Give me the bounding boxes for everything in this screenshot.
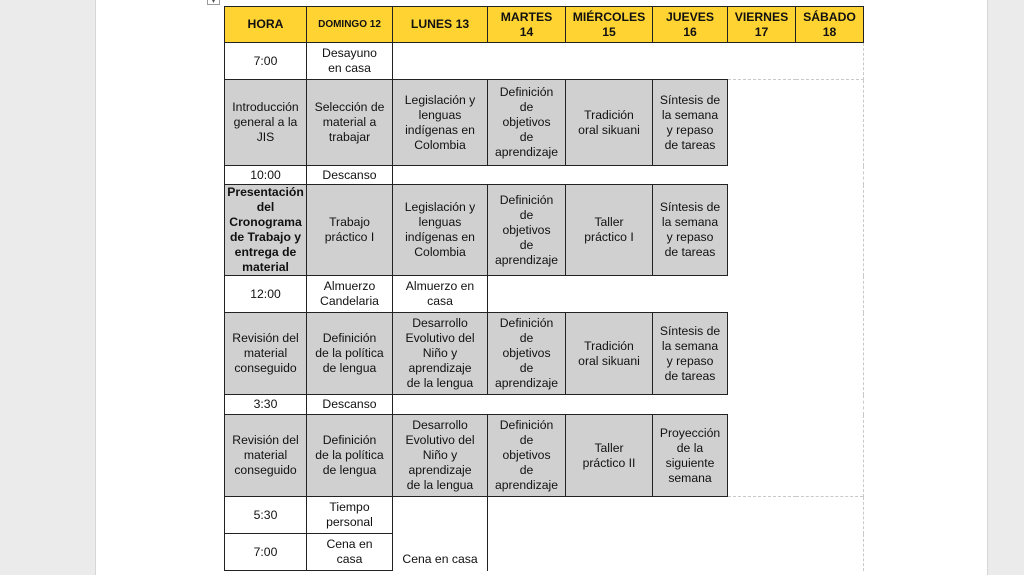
table-row	[225, 43, 864, 80]
cell-domingo: Descanso	[307, 395, 393, 415]
cell-hora: Revisión del material conseguido	[225, 415, 307, 497]
cell-empty	[653, 166, 728, 185]
cell-lunes: Almuerzo en casa	[393, 276, 488, 313]
cell-empty	[728, 497, 796, 534]
cell-miercoles: Taller práctico I	[566, 185, 653, 276]
cell-empty	[653, 276, 728, 313]
table-move-handle-icon[interactable]: ▾	[207, 0, 220, 5]
cell-domingo: Definición de la política de lengua	[307, 415, 393, 497]
cell-domingo: Selección de material a trabajar	[307, 80, 393, 166]
cell-empty	[796, 313, 864, 395]
cell-empty	[728, 415, 796, 497]
cell-hora: 7:00	[225, 43, 307, 80]
cell-empty	[653, 497, 728, 534]
table-row	[225, 80, 864, 166]
cell-empty	[796, 395, 864, 415]
cell-lunes: Cena en casa	[393, 497, 488, 571]
cell-empty	[653, 43, 728, 80]
cell-lunes: Desarrollo Evolutivo del Niño y aprendizaje de la lengua	[393, 313, 488, 395]
cell-empty	[796, 276, 864, 313]
header-jueves: JUEVES 16	[653, 7, 728, 43]
header-domingo: DOMINGO 12	[307, 7, 393, 43]
cell-hora: 5:30	[225, 497, 307, 534]
header-lunes: LUNES 13	[393, 7, 488, 43]
table-row	[225, 415, 864, 497]
cell-empty	[488, 395, 566, 415]
cell-empty	[393, 166, 488, 185]
cell-domingo: Trabajo práctico I	[307, 185, 393, 276]
table-row	[225, 185, 864, 276]
cell-empty	[796, 43, 864, 80]
header-martes: MARTES 14	[488, 7, 566, 43]
table-row	[225, 534, 864, 571]
cell-empty	[393, 43, 488, 80]
cell-empty	[488, 43, 566, 80]
table-row	[225, 276, 864, 313]
table-row	[225, 313, 864, 395]
header-row	[225, 7, 864, 43]
cell-empty	[728, 276, 796, 313]
cell-jueves: Síntesis de la semana y repaso de tareas	[653, 313, 728, 395]
cell-hora: Introducción general a la JIS	[225, 80, 307, 166]
cell-empty	[488, 497, 566, 534]
cell-empty	[728, 166, 796, 185]
cell-domingo: Desayuno en casa	[307, 43, 393, 80]
cell-domingo: Definición de la política de lengua	[307, 313, 393, 395]
cell-jueves: Síntesis de la semana y repaso de tareas	[653, 80, 728, 166]
table-row	[225, 497, 864, 534]
header-sabado: SÁBADO 18	[796, 7, 864, 43]
cell-empty	[566, 497, 653, 534]
cell-jueves: Síntesis de la semana y repaso de tareas	[653, 185, 728, 276]
cell-empty	[393, 395, 488, 415]
cell-hora: 7:00	[225, 534, 307, 571]
cell-empty	[488, 534, 566, 571]
cell-lunes: Legislación y lenguas indígenas en Colombia	[393, 80, 488, 166]
cell-empty	[566, 395, 653, 415]
cell-empty	[488, 166, 566, 185]
cell-empty	[653, 534, 728, 571]
cell-empty	[728, 395, 796, 415]
cell-hora: Revisión del material conseguido	[225, 313, 307, 395]
cell-lunes: Legislación y lenguas indígenas en Colombia	[393, 185, 488, 276]
cell-empty	[796, 185, 864, 276]
cell-martes: Definición de objetivos de aprendizaje	[488, 415, 566, 497]
cell-domingo: Cena en casa	[307, 534, 393, 571]
cell-jueves: Proyección de la siguiente semana	[653, 415, 728, 497]
cell-miercoles: Taller práctico II	[566, 415, 653, 497]
cell-hora: 12:00	[225, 276, 307, 313]
table-row	[225, 395, 864, 415]
cell-lunes: Desarrollo Evolutivo del Niño y aprendizaje de la lengua	[393, 415, 488, 497]
cell-martes: Definición de objetivos de aprendizaje	[488, 313, 566, 395]
cell-empty	[566, 534, 653, 571]
cell-empty	[566, 276, 653, 313]
cell-empty	[653, 395, 728, 415]
cell-empty	[796, 80, 864, 166]
cell-domingo: Descanso	[307, 166, 393, 185]
cell-empty	[728, 80, 796, 166]
cell-empty	[796, 415, 864, 497]
header-miercoles: MIÉRCOLES 15	[566, 7, 653, 43]
cell-empty	[728, 185, 796, 276]
table-row	[225, 166, 864, 185]
cell-empty	[728, 313, 796, 395]
schedule-table	[224, 6, 864, 571]
cell-empty	[488, 276, 566, 313]
cell-martes: Definición de objetivos de aprendizaje	[488, 185, 566, 276]
cell-hora: 10:00	[225, 166, 307, 185]
cell-domingo: Tiempo personal	[307, 497, 393, 534]
cell-empty	[796, 166, 864, 185]
header-hora: HORA	[225, 7, 307, 43]
cell-empty	[796, 534, 864, 571]
cell-empty	[728, 43, 796, 80]
cell-martes: Definición de objetivos de aprendizaje	[488, 80, 566, 166]
cell-empty	[566, 43, 653, 80]
header-viernes: VIERNES 17	[728, 7, 796, 43]
cell-miercoles: Tradición oral sikuani	[566, 80, 653, 166]
cell-empty	[566, 166, 653, 185]
cell-empty	[796, 497, 864, 534]
cell-hora: Presentación del Cronograma de Trabajo y entrega de material	[225, 185, 307, 276]
cell-hora: 3:30	[225, 395, 307, 415]
cell-miercoles: Tradición oral sikuani	[566, 313, 653, 395]
cell-empty	[728, 534, 796, 571]
cell-domingo: Almuerzo Candelaria	[307, 276, 393, 313]
